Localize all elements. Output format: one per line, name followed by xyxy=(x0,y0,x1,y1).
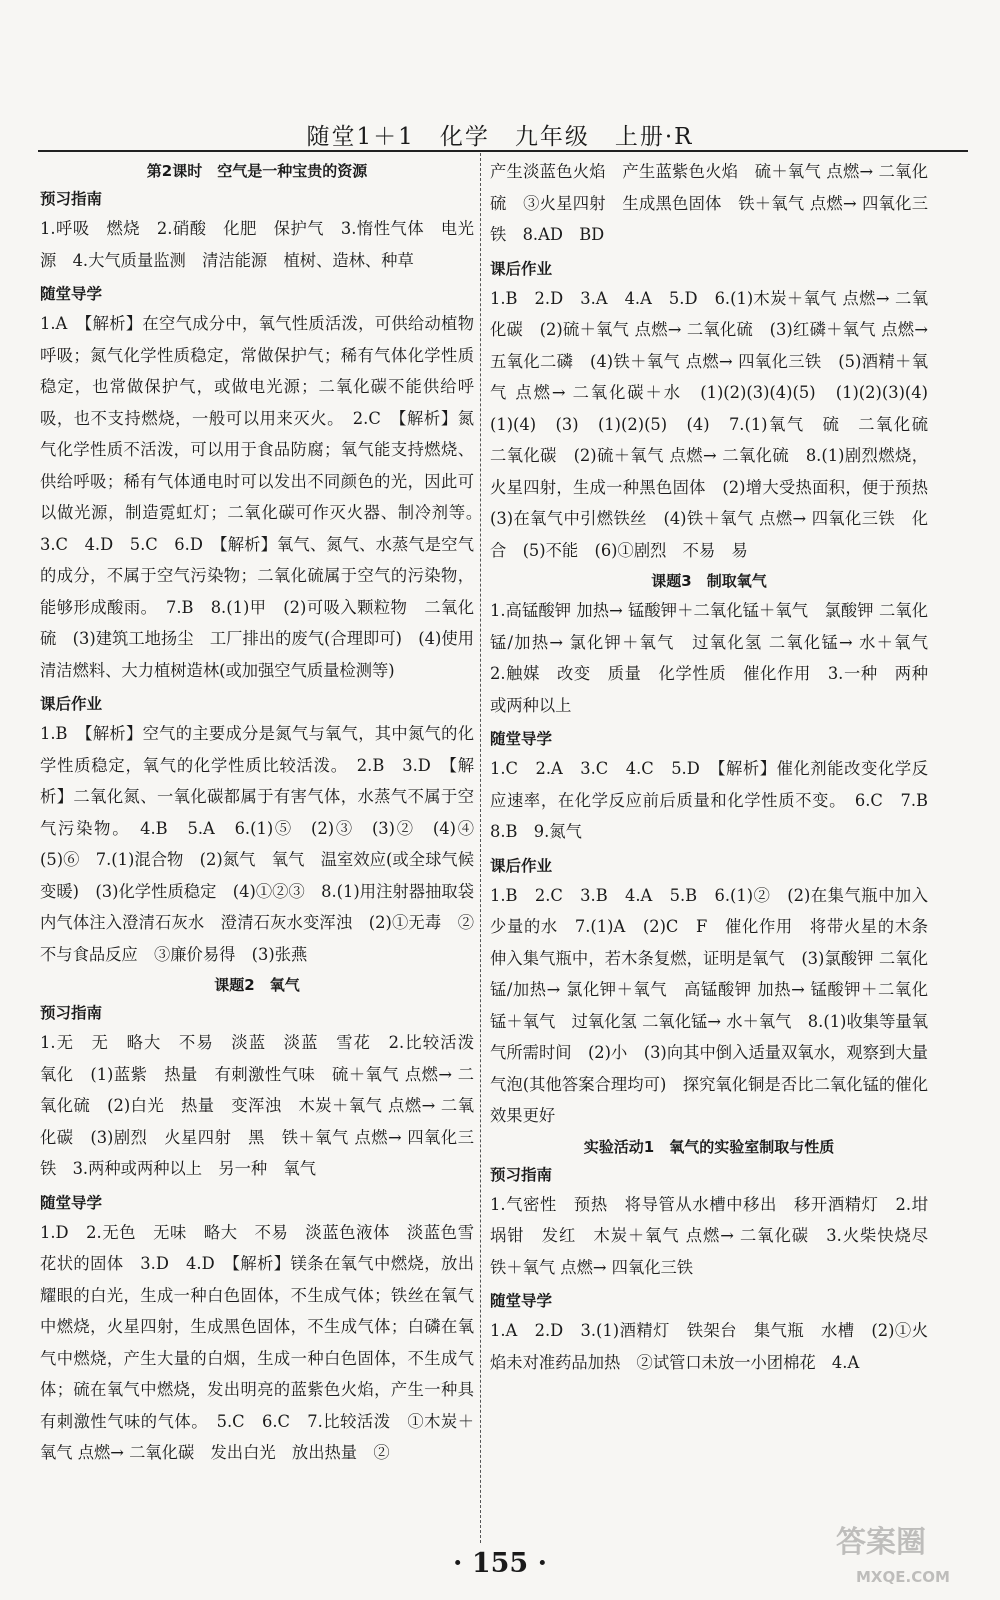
section-preview: 预习指南 xyxy=(40,1004,103,1022)
section-preview: 预习指南 xyxy=(40,190,103,208)
lesson-heading: 实验活动1 氧气的实验室制取与性质 xyxy=(583,1137,835,1156)
watermark-logo xyxy=(832,1512,982,1592)
lesson-heading: 第2课时 空气是一种宝贵的资源 xyxy=(146,162,368,180)
section-preview: 预习指南 xyxy=(490,1165,553,1184)
watermark-url: MXQE.COM xyxy=(856,1568,950,1586)
header-rule xyxy=(38,150,968,152)
answer-paragraph: 1.呼吸 燃烧 2.硝酸 化肥 保护气 3.惰性气体 电光源 4.大气质量监测 清洁能源 植树、造林、种草 xyxy=(40,219,474,270)
section-inclass: 随堂导学 xyxy=(40,285,103,303)
column-divider xyxy=(480,153,481,1543)
answer-paragraph: 产生淡蓝色火焰 产生蓝紫色火焰 硫＋氧气 点燃→ 二氧化硫 ③火星四射 生成黑色固体 铁＋氧气 点燃→ 四氧化三铁 8.AD BD xyxy=(490,162,928,244)
answer-paragraph: 1.D 2.无色 无味 略大 不易 淡蓝色液体 淡蓝色雪花状的固体 3.D 4.D 【解析】镁条在氧气中燃烧，放出耀眼的白光，生成一种白色固体，不生成气体；铁丝在氧气中燃烧，火星四射，生成黑色固体，不生成气体；白磷在氧气中燃烧，产生大量的白烟，生成一种白色固体，不生成气体；硫在氧气中燃烧，发出明亮的蓝紫色火焰，产生一种具有刺激性气味的气体。 5.C 6.C 7.比较活泼 ①木炭＋氧气 点燃→ 二氧化碳 发出白光 放出热量 ② xyxy=(40,1222,474,1462)
answer-paragraph: 1.无 无 略大 不易 淡蓝 淡蓝 雪花 2.比较活泼 氧化 (1)蓝紫 热量 有刺激性气味 硫＋氧气 点燃→ 二氧化硫 (2)白光 热量 变浑浊 木炭＋氧气 点燃→ 二氧化碳 (3)剧烈 火星四射 黑 铁＋氧气 点燃→ 四氧化三铁 3.两种或两种以上 另一种 氧气 xyxy=(40,1033,491,1178)
section-inclass: 随堂导学 xyxy=(490,1292,553,1310)
section-homework: 课后作业 xyxy=(490,259,553,278)
page-number: · 155 · xyxy=(453,1548,547,1579)
left-column xyxy=(40,156,491,1469)
right-column xyxy=(490,156,945,1378)
section-inclass: 随堂导学 xyxy=(40,1193,103,1212)
section-homework: 课后作业 xyxy=(40,695,103,713)
answer-paragraph: 1.A 2.D 3.(1)酒精灯 铁架台 集气瓶 水槽 (2)①火焰未对准药品加热 ②试管口未放一小团棉花 4.A xyxy=(490,1321,928,1372)
answer-paragraph: 1.C 2.A 3.C 4.C 5.D 【解析】催化剂能改变化学反应速率，在化学反应前后质量和化学性质不变。 6.C 7.B 8.B 9.氮气 xyxy=(490,759,945,841)
page-header: 随堂1＋1 化学 九年级 上册·R xyxy=(306,124,694,150)
section-homework: 课后作业 xyxy=(490,856,553,875)
section-inclass: 随堂导学 xyxy=(490,730,553,748)
answer-paragraph: 1.B 【解析】空气的主要成分是氮气与氧气，其中氮气的化学性质稳定，氧气的化学性质比较活泼。 2.B 3.D 【解析】二氧化氮、一氧化碳都属于有害气体，水蒸气不属于空气污染物。 4.B 5.A 6.(1)⑤ (2)③ (3)② (4)④ (5)⑥ 7.(1)混合物 (2)氮气 氧气 温室效应(或全球气候变暖) (3)化学性质稳定 (4)①②③ 8.(1)用注射器抽取袋内气体注入澄清石灰水 澄清石灰水变浑浊 (2)①无毒 ②不与食品反应 ③廉价易得 (3)张燕 xyxy=(40,724,491,964)
answer-paragraph: 1.气密性 预热 将导管从水槽中移出 移开酒精灯 2.坩埚钳 发红 木炭＋氧气 点燃→ 二氧化碳 3.火柴快烧尽 铁＋氧气 点燃→ 四氧化三铁 xyxy=(490,1194,945,1277)
answer-paragraph: 1.B 2.C 3.B 4.A 5.B 6.(1)② (2)在集气瓶中加入少量的水 7.(1)A (2)C F 催化作用 将带火星的木条伸入集气瓶中，若木条复燃，证明是氧气 (3)氯酸钾 二氧化锰/加热→ 氯化钾＋氧气 高锰酸钾 加热→ 锰酸钾＋二氧化锰＋氧气 过氧化氢 二氧化锰→ 水＋氧气 8.(1)收集等量氧气所需时间 (2)小 (3)向其中倒入适量双氧水，观察到大量气泡(其他答案合理均可) 探究氧化铜是否比二氧化锰的催化效果更好 xyxy=(490,885,928,1125)
answer-paragraph: 1.高锰酸钾 加热→ 锰酸钾＋二氧化锰＋氧气 氯酸钾 二氧化锰/加热→ 氯化钾＋氧气 过氧化氢 二氧化锰→ 水＋氧气 2.触媒 改变 质量 化学性质 催化作用 3.一种 两种或两种以上 xyxy=(490,601,945,715)
answer-paragraph: 1.B 2.D 3.A 4.A 5.D 6.(1)木炭＋氧气 点燃→ 二氧化碳 (2)硫＋氧气 点燃→ 二氧化硫 (3)红磷＋氧气 点燃→ 五氧化二磷 (4)铁＋氧气 点燃→ 四氧化三铁 (5)酒精＋氧气 点燃→ 二氧化碳＋水 (1)(2)(3)(4)(5) (1)(2)(3)(4) (1)(4) (3) (1)(2)(5) (4) 7.(1)氧气 硫 二氧化硫 二氧化碳 (2)硫＋氧气 点燃→ 二氧化硫 8.(1)剧烈燃烧，火星四射，生成一种黑色固体 (2)增大受热面积，便于预热 (3)在氧气中引燃铁丝 (4)铁＋氧气 点燃→ 四氧化三铁 化合 (5)不能 (6)①剧烈 不易 易 xyxy=(490,288,945,560)
watermark-text: 答案圈 xyxy=(836,1525,926,1560)
answer-paragraph: 1.A 【解析】在空气成分中，氧气性质活泼，可供给动植物呼吸；氮气化学性质稳定，常做保护气；稀有气体化学性质稳定，也常做保护气，或做电光源；二氧化碳不能供给呼吸，也不支持燃烧，一般可以用来灭火。 2.C 【解析】氮气化学性质不活泼，可以用于食品防腐；氧气能支持燃烧、供给呼吸；稀有气体通电时可以发出不同颜色的光，因此可以做光源，制造霓虹灯；二氧化碳可作灭火器、制冷剂等。 3.C 4.D 5.C 6.D 【解析】氧气、氮气、水蒸气是空气的成分，不属于空气污染物；二氧化硫属于空气的污染物，能够形成酸雨。 7.B 8.(1)甲 (2)可吸入颗粒物 二氧化硫 (3)建筑工地扬尘 工厂排出的废气(合理即可) (4)使用清洁燃料、大力植树造林(或加强空气质量检测等) xyxy=(40,314,491,680)
lesson-heading: 课题3 制取氧气 xyxy=(651,572,767,590)
lesson-heading: 课题2 氧气 xyxy=(214,976,300,994)
